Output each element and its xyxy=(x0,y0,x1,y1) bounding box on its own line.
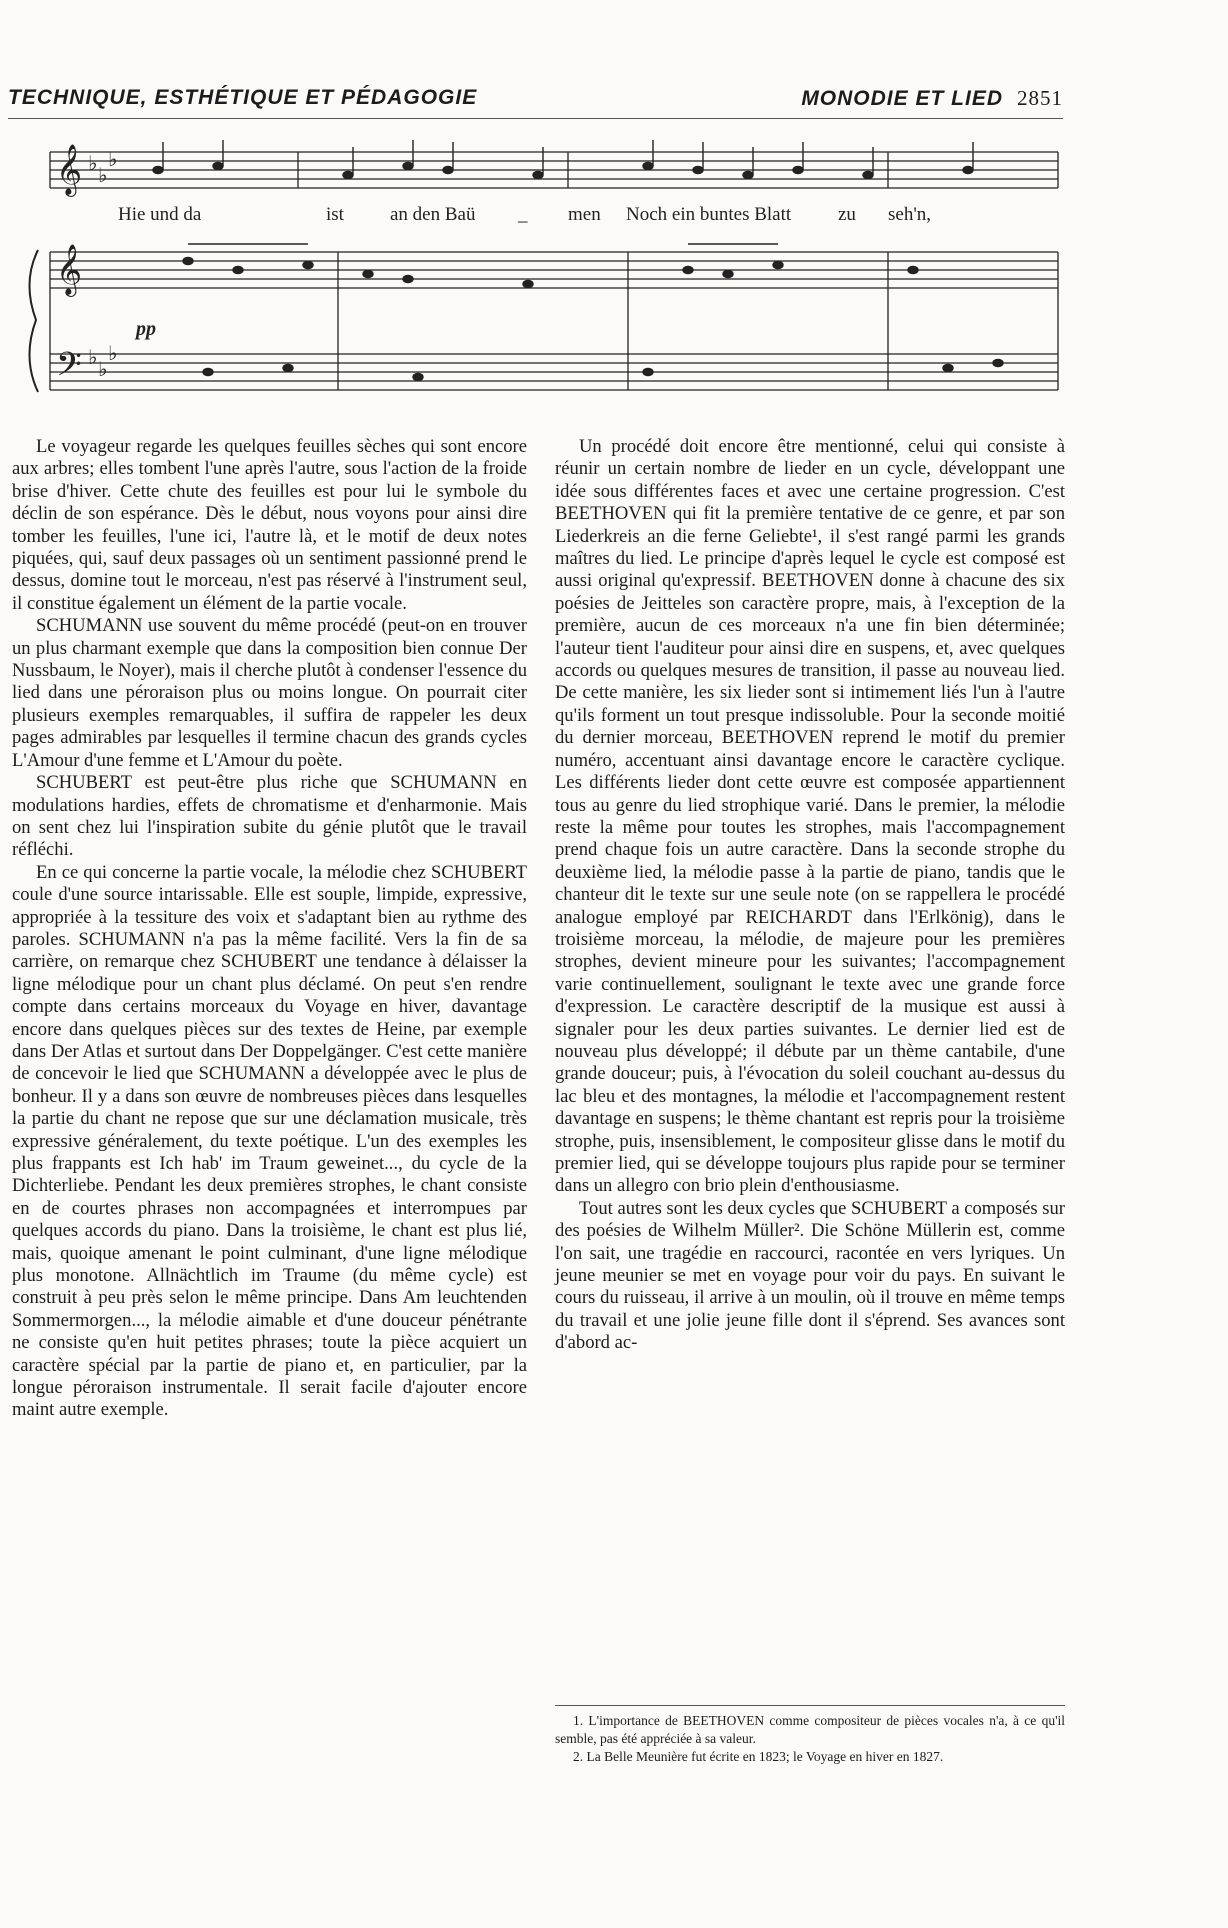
paragraph: Tout autres sont les deux cycles que SCHUBERT a composés sur des poésies de Wilhelm Müller². Die Schöne Müllerin est, comme l'on sait, une tragédie en raccourci, racontée en vers lyriques. Un jeune meunier se met en voyage pour voir du pays. En suivant le cours du ruisseau, il arrive à un moulin, où il trouve en même temps du travail et une jolie jeune fille dont il s'éprend. Ses avances sont d'abord ac- xyxy=(555,1197,1065,1354)
key-signature xyxy=(88,147,117,381)
lyrics xyxy=(118,204,931,225)
lyric-syllable: men xyxy=(568,204,601,225)
dynamic-marking: pp xyxy=(136,318,156,340)
left-column xyxy=(12,436,527,1422)
treble-clef-icon: 𝄞 xyxy=(56,244,83,295)
lyric-syllable: ist xyxy=(326,204,344,225)
piano-notes xyxy=(183,244,1003,381)
paragraph: SCHUMANN use souvent du même procédé (peut-on en trouver un plus charmant exemple que dans la composition bien connue Der Nussbaum, le Noyer), mais il cherche plutôt à condenser l'essence du lied dans une péroraison plus ou moins longue. On pourrait citer plusieurs exemples remarquables, il suffira de rappeler les deux pages admirables par lesquelles il termine chacun des grands cycles L'Amour d'une femme et L'Amour du poète. xyxy=(12,615,527,771)
vocal-notes xyxy=(153,140,973,179)
running-header xyxy=(8,86,1063,116)
right-column xyxy=(555,436,1065,1355)
header-section-title: TECHNIQUE, ESTHÉTIQUE ET PÉDAGOGIE xyxy=(8,86,478,109)
piano-brace xyxy=(29,250,38,392)
footnote: 2. La Belle Meunière fut écrite en 1823; le Voyage en hiver en 1827. xyxy=(573,1749,944,1764)
treble-clef-icon: 𝄞 xyxy=(56,144,83,195)
paragraph: En ce qui concerne la partie vocale, la mélodie chez SCHUBERT coule d'une source intarissable. Elle est souple, limpide, expressive, appropriée à la tessiture des voix et s'adaptant bien au rythme des paroles. SCHUMANN n'a pas la même facilité. Vers la fin de sa carrière, on remarque chez SCHUBERT une tendance à délaisser la ligne mélodique pour un chant plus déclamé. On peut s'en rendre compte dans certains morceaux du Voyage en hiver, davantage encore dans quelques pièces sur des textes de Heine, par exemple dans Der Atlas et surtout dans Der Doppelgänger. C'est cette manière de concevoir le lied que SCHUMANN a développée avec le plus de bonheur. Il y a dans son œuvre de nombreuses pièces dans lesquelles la partie du chant ne repose que sur une déclamation musicale, très expressive généralement, du texte poétique. L'un des exemples les plus frappants est Ich hab' im Traum geweinet..., du cycle de la Dichterliebe. Pendant les deux premières strophes, le chant consiste en de courtes phrases non accompagnées et interrompues par quelques accords du piano. Dans la troisième, le chant est plus lié, mais, quoique amenant le point culminant, d'une ligne mélodique plus monotone. Allnächtlich im Traume (du même cycle) est construit à peu près selon le même principe. Dans Am leuchtenden Sommermorgen..., la mélodie aimable et d'une douceur pénétrante ne consiste qu'en huit petites phrases; toute la pièce acquiert un caractère spécial par la partie de piano et, en particulier, par la longue péroraison instrumentale. Il serait facile d'ajouter encore maint autre exemple. xyxy=(12,861,527,1421)
lyric-syllable: Noch ein buntes Blatt xyxy=(626,204,792,225)
footnotes xyxy=(555,1705,1065,1766)
page-number: 2851 xyxy=(1017,86,1063,110)
paragraph: SCHUBERT est peut-être plus riche que SCHUMANN en modulations hardies, effets de chromatisme et d'enharmonie. Mais on sent chez lui l'inspiration subite du génie plutôt que le travail réfléchi. xyxy=(12,772,527,861)
svg-text:♭: ♭ xyxy=(108,341,118,365)
piano-treble-staff xyxy=(50,252,1058,288)
header-rule xyxy=(8,118,1063,119)
paragraph: Un procédé doit encore être mentionné, celui qui consiste à réunir un certain nombre de lieder en un cycle, développant une idée sous différentes faces et avec une certaine progression. C'est BEETHOVEN qui fit la première tentative de ce genre, et par son Liederkreis an die ferne Geliebte¹, il s'est rangé parmi les grands maîtres du lied. Le principe d'après lequel le cycle est composé est aussi original qu'expressif. BEETHOVEN donne à chacune des six poésies de Jeitteles son caractère propre, mais, à l'exception de la première, aucun de ces morceaux n'a une fin bien déterminée; l'auteur tient l'auditeur pour ainsi dire en suspens, et, avec quelques accords ou quelques mesures de transition, il passe au nouveau lied. De cette manière, les six lieder sont si intimement liés l'un à l'autre qu'ils forment un tout presque indissoluble. Pour la seconde moitié du dernier morceau, BEETHOVEN reprend le motif du premier numéro, accentuant ainsi davantage encore le caractère cyclique. Les différents lieder dont cette œuvre est composée appartiennent tous au genre du lied strophique varié. Dans le premier, la mélodie reste la même pour toutes les strophes, mais l'accompagnement prend chaque fois un autre caractère. Dans la seconde strophe du deuxième lied, la mélodie passe à la partie de piano, tandis que le chanteur dit le texte sur une seule note (on se rappellera le procédé analogue employé par REICHARDT dans l'Erlkönig), dans le troisième morceau, la mélodie, de majeure pour les premières strophes, devient mineure pour les suivantes; l'accompagnement varie continuellement, soulignant le texte avec une grande force d'expression. Le caractère descriptif de la musique est aussi à signaler pour les deux parties suivantes. Le dernier lied est de nouveau plus développé; il débute par un thème cantabile, d'une grande douceur; puis, à l'évocation du soleil couchant au-dessus du lac bleu et des montagnes, la mélodie et l'accompagnement restent davantage en suspens; le thème chantant est repris pour la troisième strophe, puis, insensiblement, le compositeur glisse dans le motif du premier lied, qui se développe toujours plus rapide pour se terminer dans un allegro con brio plein d'enthousiasme. xyxy=(555,436,1065,1197)
header-chapter xyxy=(801,86,1063,111)
svg-text:♭: ♭ xyxy=(88,345,98,369)
footnote: 1. L'importance de BEETHOVEN comme compositeur de pièces vocales n'a, à ce qu'il semble, pas été appréciée à sa valeur. xyxy=(555,1713,1065,1746)
svg-text:♭: ♭ xyxy=(98,357,108,381)
lyric-syllable: _ xyxy=(518,204,528,225)
vocal-staff xyxy=(50,152,1058,188)
lyric-syllable: seh'n, xyxy=(888,204,932,225)
music-score xyxy=(8,132,1063,422)
lyric-syllable: an den Baü xyxy=(390,204,476,225)
svg-text:♭: ♭ xyxy=(108,147,118,171)
paragraph: Le voyageur regarde les quelques feuilles sèches qui sont encore aux arbres; elles tombent l'une après l'autre, sous l'action de la froide brise d'hiver. Cette chute des feuilles est pour lui le symbole du déclin de son espérance. Dès le début, nous voyons pour ainsi dire tomber les feuilles, l'une ici, l'autre là, et le motif de deux notes piquées, qui, sauf deux passages où un sentiment passionné prend le dessus, domine tout le morceau, n'est pas réservé à l'instrument seul, il constitue également un élément de la partie vocale. xyxy=(12,436,527,614)
lyric-syllable: Hie und da xyxy=(118,204,202,225)
piano-bass-staff xyxy=(50,252,1058,390)
svg-text:♭: ♭ xyxy=(88,151,98,175)
bass-clef-icon: 𝄢 xyxy=(56,346,82,392)
header-chapter-title: MONODIE ET LIED xyxy=(801,87,1003,110)
lyric-syllable: zu xyxy=(838,204,856,225)
svg-text:♭: ♭ xyxy=(98,163,108,187)
